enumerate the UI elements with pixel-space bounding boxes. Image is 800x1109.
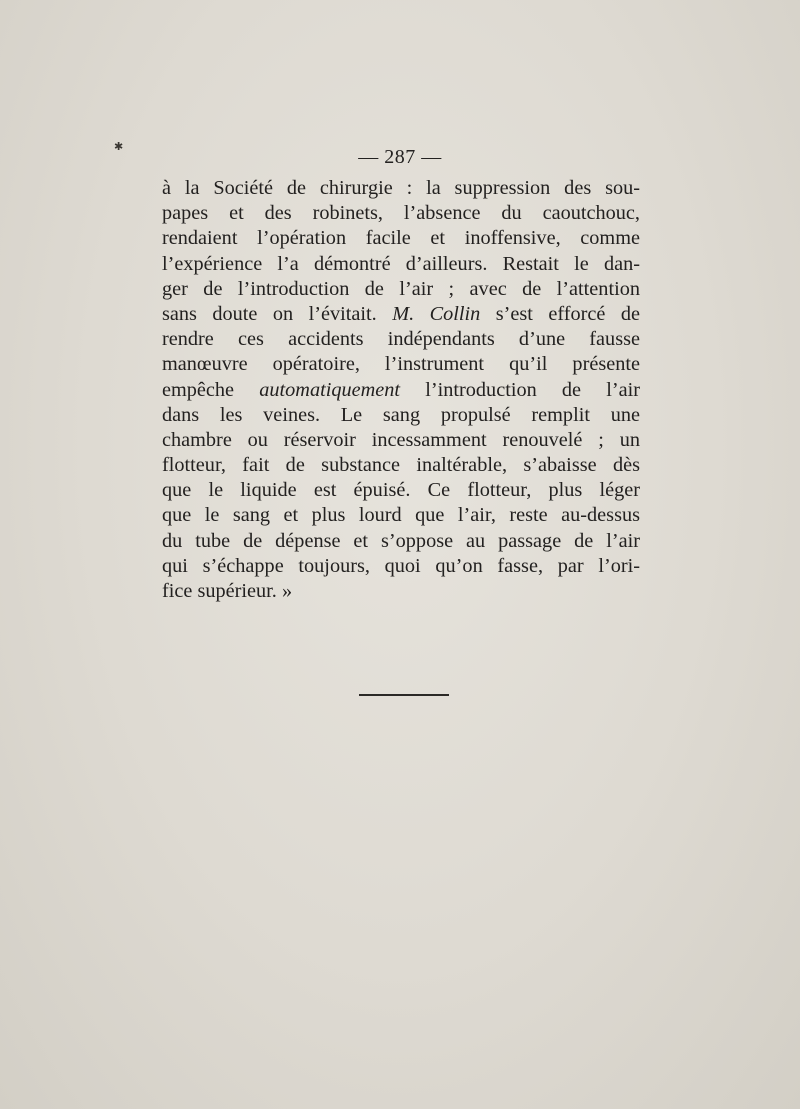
text-line	[162, 554, 640, 579]
text-segment: papes et des robinets, l’absence du caoutchouc,	[162, 202, 640, 225]
text-segment: dans les veines. Le sang propulsé remplit une	[162, 403, 640, 426]
text-segment: sans doute on l’évitait.	[162, 302, 393, 325]
text-segment: qui s’échappe toujours, quoi qu’on fasse, par l’ori-	[162, 554, 640, 577]
text-line	[162, 277, 640, 302]
text-line	[162, 176, 640, 201]
text-line	[162, 352, 640, 377]
text-segment: à la Société de chirurgie : la suppression des sou-	[162, 177, 640, 199]
text-line	[162, 226, 640, 251]
text-segment: l’introduction de l’air	[400, 378, 640, 401]
ink-speck-mark: ✱	[114, 141, 124, 153]
body-text	[162, 176, 640, 604]
text-line	[162, 252, 640, 277]
text-line	[162, 378, 640, 403]
text-line	[162, 529, 640, 554]
text-line	[162, 327, 640, 352]
text-line	[162, 403, 640, 428]
text-line	[162, 453, 640, 478]
text-line	[162, 478, 640, 503]
text-segment: que le liquide est épuisé. Ce flotteur, plus léger	[162, 479, 640, 502]
text-segment: chambre ou réservoir incessamment renouvelé ; un	[162, 428, 640, 451]
text-segment: flotteur, fait de substance inaltérable, s’abaisse dès	[162, 454, 640, 477]
text-segment: du tube de dépense et s’oppose au passage de l’air	[162, 529, 640, 552]
text-line	[162, 428, 640, 453]
text-line	[162, 503, 640, 528]
text-line	[162, 201, 640, 226]
text-segment: l’expérience l’a démontré d’ailleurs. Restait le dan-	[162, 252, 640, 275]
text-segment: rendre ces accidents indépendants d’une fausse	[162, 328, 640, 351]
text-segment: manœuvre opératoire, l’instrument qu’il présente	[162, 353, 640, 376]
italic-text-segment: automatiquement	[259, 378, 401, 401]
page-number: — 287 —	[358, 146, 442, 168]
text-segment: fice supérieur. »	[162, 580, 293, 602]
text-line	[162, 302, 640, 327]
text-line	[162, 579, 640, 604]
text-segment: ger de l’introduction de l’air ; avec de l’attention	[162, 277, 640, 300]
text-segment: que le sang et plus lourd que l’air, reste au-dessus	[162, 504, 640, 527]
italic-text-segment: M. Collin	[392, 302, 481, 325]
text-segment: empêche	[162, 378, 260, 401]
section-divider-rule	[359, 694, 449, 696]
text-segment: s’est efforcé de	[480, 302, 640, 325]
text-segment: rendaient l’opération facile et inoffensive, comme	[162, 227, 640, 250]
